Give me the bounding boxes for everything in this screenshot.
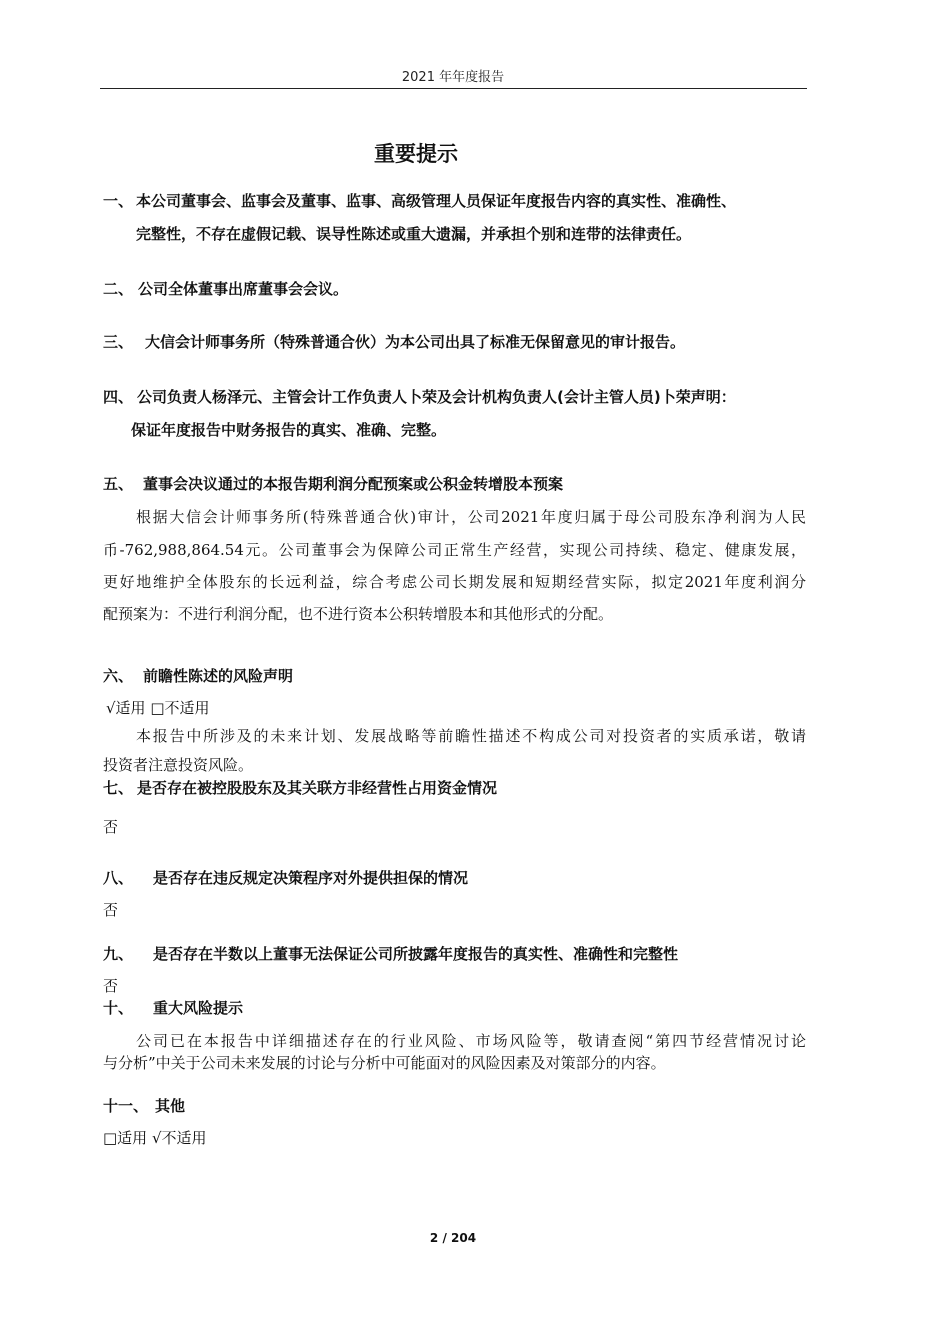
item-11-options: □适用 √不适用 — [103, 1129, 207, 1147]
item-11-number: 十一、 — [103, 1097, 149, 1115]
page-title: 重要提示 — [374, 142, 458, 166]
item-7-answer: 否 — [103, 818, 119, 836]
item-6-paragraph-line-1: 本报告中所涉及的未来计划、发展战略等前瞻性描述不构成公司对投资者的实质承诺，敬请 — [136, 727, 806, 745]
item-5-paragraph-line-1: 根据大信会计师事务所(特殊普通合伙)审计，公司2021年度归属于母公司股东净利润为人民 — [136, 508, 806, 526]
header-divider — [100, 88, 807, 89]
item-3-number: 三、 — [103, 333, 134, 351]
item-5-paragraph-line-2: 币-762,988,864.54元。公司董事会为保障公司正常生产经营，实现公司持续、稳定、健康发展， — [103, 541, 806, 559]
item-1-line-1: 本公司董事会、监事会及董事、监事、高级管理人员保证年度报告内容的真实性、准确性、 — [136, 192, 737, 210]
item-4-number: 四、 — [103, 388, 134, 406]
item-10-heading: 重大风险提示 — [153, 999, 244, 1017]
item-7-heading: 是否存在被控股股东及其关联方非经营性占用资金情况 — [137, 779, 498, 797]
page-number: 2 / 204 — [429, 1231, 477, 1245]
item-1-line-2: 完整性，不存在虚假记载、误导性陈述或重大遗漏，并承担个别和连带的法律责任。 — [136, 225, 692, 243]
item-10-number: 十、 — [103, 999, 134, 1017]
item-10-paragraph-line-2: 与分析”中关于公司未来发展的讨论与分析中可能面对的风险因素及对策部分的内容。 — [103, 1054, 666, 1072]
item-8-heading: 是否存在违反规定决策程序对外提供担保的情况 — [153, 869, 469, 887]
item-6-number: 六、 — [103, 667, 134, 685]
item-1-number: 一、 — [103, 192, 134, 210]
item-8-number: 八、 — [103, 869, 134, 887]
item-9-answer: 否 — [103, 977, 119, 995]
item-6-options: √适用 □不适用 — [106, 699, 210, 717]
item-4-line-2: 保证年度报告中财务报告的真实、准确、完整。 — [131, 421, 447, 439]
item-5-paragraph-line-4: 配预案为：不进行利润分配，也不进行资本公积转增股本和其他形式的分配。 — [103, 605, 614, 623]
item-9-number: 九、 — [103, 945, 134, 963]
item-5-paragraph-line-3: 更好地维护全体股东的长远利益，综合考虑公司长期发展和短期经营实际，拟定2021年度利润分 — [103, 573, 806, 591]
item-8-answer: 否 — [103, 901, 119, 919]
item-3-text: 大信会计师事务所（特殊普通合伙）为本公司出具了标准无保留意见的审计报告。 — [145, 333, 686, 351]
item-6-paragraph-line-2: 投资者注意投资风险。 — [103, 756, 254, 774]
item-9-heading: 是否存在半数以上董事无法保证公司所披露年度报告的真实性、准确性和完整性 — [153, 945, 679, 963]
item-6-heading: 前瞻性陈述的风险声明 — [143, 667, 294, 685]
item-11-heading: 其他 — [155, 1097, 186, 1115]
item-2-text: 公司全体董事出席董事会会议。 — [138, 280, 349, 298]
item-2-number: 二、 — [103, 280, 134, 298]
item-7-number: 七、 — [103, 779, 134, 797]
item-4-line-1: 公司负责人杨泽元、主管会计工作负责人卜荣及会计机构负责人(会计主管人员)卜荣声明： — [137, 388, 736, 406]
item-5-number: 五、 — [103, 475, 134, 493]
item-10-paragraph-line-1: 公司已在本报告中详细描述存在的行业风险、市场风险等，敬请查阅“第四节经营情况讨论 — [136, 1032, 806, 1050]
item-5-heading: 董事会决议通过的本报告期利润分配预案或公积金转增股本预案 — [143, 475, 564, 493]
report-header-title: 2021 年年度报告 — [401, 70, 505, 85]
